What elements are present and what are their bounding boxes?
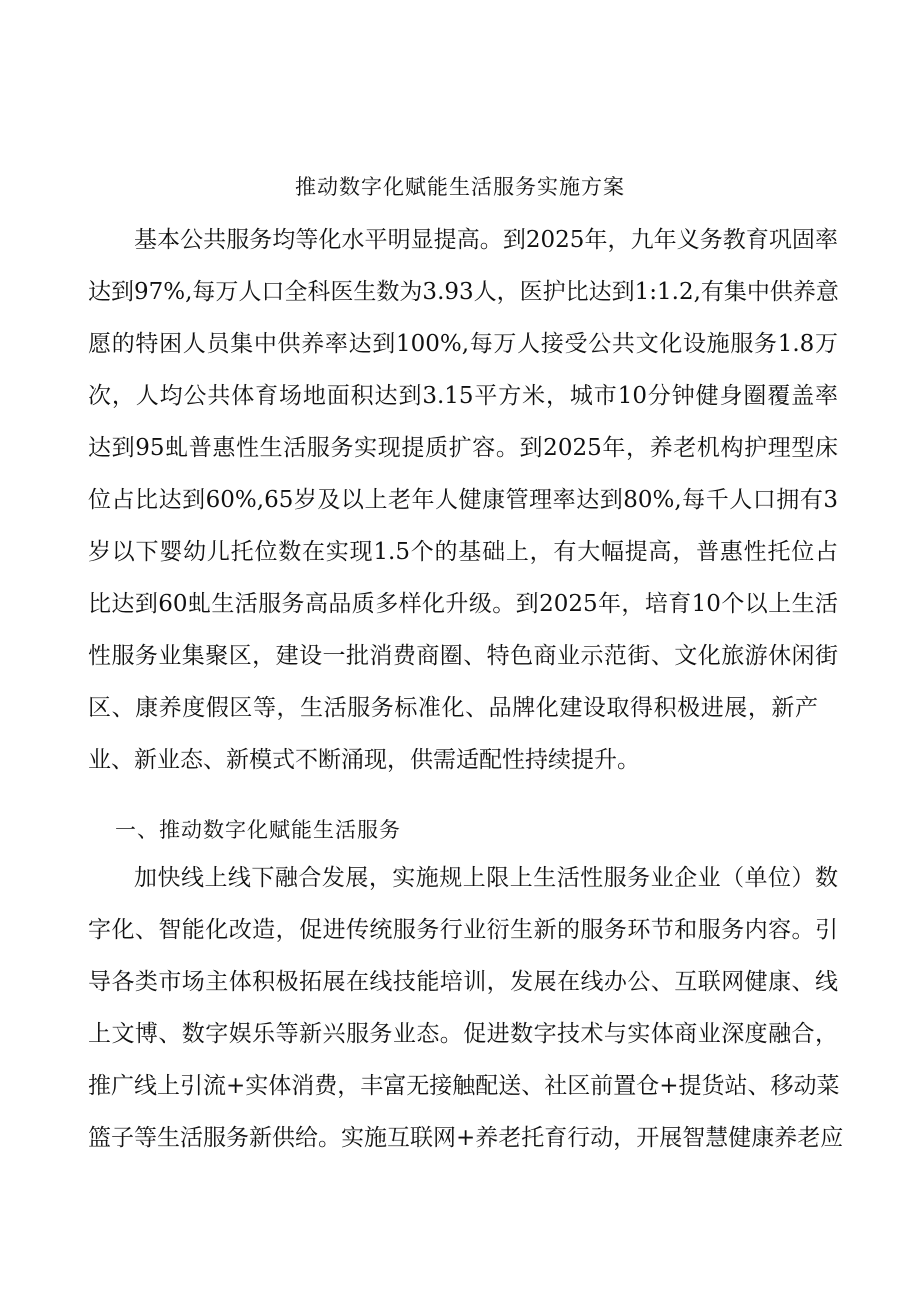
- section-heading: 一、推动数字化赋能生活服务: [115, 818, 401, 842]
- paragraph-line: 性服务业集聚区，建设一批消费商圈、特色商业示范街、文化旅游休闲街: [88, 643, 838, 669]
- paragraph-line: 上文博、数字娱乐等新兴服务业态。促进数字技术与实体商业深度融合，: [88, 1021, 838, 1047]
- paragraph-line: 加快线上线下融合发展，实施规上限上生活性服务业企业（单位）数: [134, 865, 838, 891]
- paragraph-line: 比达到60虬生活服务高品质多样化升级。到2025年，培育10个以上生活: [88, 591, 838, 617]
- paragraph-line: 篮子等生活服务新供给。实施互联网+养老托育行动，开展智慧健康养老应: [88, 1125, 844, 1151]
- paragraph-line: 次，人均公共体育场地面积达到3.15平方米，城市10分钟健身圈覆盖率: [88, 383, 838, 409]
- paragraph-line: 导各类市场主体积极拓展在线技能培训，发展在线办公、互联网健康、线: [88, 969, 838, 995]
- paragraph-line: 达到95虬普惠性生活服务实现提质扩容。到2025年，养老机构护理型床: [88, 435, 838, 461]
- paragraph-line: 基本公共服务均等化水平明显提高。到2025年，九年义务教育巩固率: [134, 227, 838, 253]
- paragraph-targets: [88, 214, 838, 786]
- paragraph-line: 字化、智能化改造，促进传统服务行业衍生新的服务环节和服务内容。引: [88, 917, 838, 943]
- document-title: 推动数字化赋能生活服务实施方案: [295, 175, 625, 199]
- paragraph-line: 达到97%,每万人口全科医生数为3.93人，医护比达到1:1.2,有集中供养意: [88, 279, 839, 305]
- paragraph-digital-services: [88, 852, 844, 1164]
- paragraph-line: 业、新业态、新模式不断涌现，供需适配性持续提升。: [88, 747, 640, 773]
- paragraph-line: 岁以下婴幼儿托位数在实现1.5个的基础上，有大幅提高，普惠性托位占: [88, 539, 838, 565]
- paragraph-line: 区、康养度假区等，生活服务标准化、品牌化建设取得积极进展，新产: [88, 695, 818, 721]
- paragraph-line: 愿的特困人员集中供养率达到100%,每万人接受公共文化设施服务1.8万: [88, 331, 838, 357]
- paragraph-line: 位占比达到60%,65岁及以上老年人健康管理率达到80%,每千人口拥有3: [88, 487, 838, 513]
- paragraph-line: 推广线上引流+实体消费，丰富无接触配送、社区前置仓+提货站、移动菜: [88, 1073, 840, 1099]
